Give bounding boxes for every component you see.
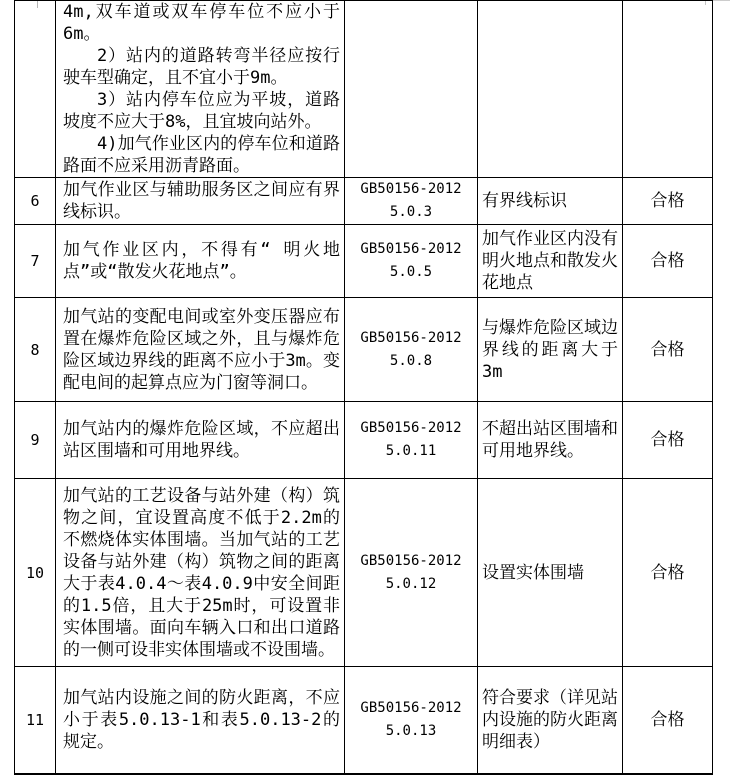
table-row (15, 479, 713, 667)
finding-cell: 有界线标识 (478, 178, 623, 225)
result-cell: 合格 (623, 298, 713, 402)
result-cell: 合格 (623, 479, 713, 667)
finding-cell: 与爆炸危险区域边界线的距离大于 3m (478, 298, 623, 402)
standard-cell (345, 225, 478, 298)
standard-cell (345, 402, 478, 479)
requirement-cell: 加气站的工艺设备与站外建（构）筑物之间，宜设置高度不低于2.2m的不燃烧体实体围墙。当加气站的工艺设备与站外建（构）筑物之间的距离大于表4.0.4～表4.0.9中安全间距的1.5倍，且大于25m时，可设置非实体围墙。面向车辆入口和出口道路的一侧可设非实体围墙或不设围墙。 (56, 479, 345, 667)
table-row (15, 178, 713, 225)
screenshot-artifact-line (712, 0, 730, 1)
table-row (15, 225, 713, 298)
requirement-cell: 加气站内的爆炸危险区域，不应超出站区围墙和可用地界线。 (56, 402, 345, 479)
requirement-cell: 加气站的变配电间或室外变压器应布置在爆炸危险区域之外，且与爆炸危险区域边界线的距离不应小于3m。变配电间的起算点应为门窗等洞口。 (56, 298, 345, 402)
requirement-paragraph: 4m,双车道或双车停车位不应小于6m。 (63, 2, 340, 44)
standard-cell (345, 178, 478, 225)
row-number-cell: 11 (15, 667, 56, 774)
row-number-cell: 10 (15, 479, 56, 667)
requirement-paragraph: 3）站内停车位应为平坡，道路坡度不应大于8%，且宜坡向站外。 (63, 90, 340, 132)
standard-section: 5.0.8 (389, 352, 433, 369)
standard-code: GB50156-2012 (360, 699, 462, 716)
requirement-cell: 加气作业区与辅助服务区之间应有界线标识。 (56, 178, 345, 225)
standard-cell (345, 667, 478, 774)
table-row (15, 298, 713, 402)
inspection-checklist-table (14, 0, 713, 775)
standard-section: 5.0.3 (389, 204, 433, 220)
result-cell: 合格 (623, 178, 713, 225)
result-cell: 合格 (623, 667, 713, 774)
finding-cell: 不超出站区围墙和可用地界线。 (478, 402, 623, 479)
finding-cell: 设置实体围墙 (478, 479, 623, 667)
standard-code: GB50156-2012 (360, 329, 462, 346)
standard-cell (345, 479, 478, 667)
requirement-paragraph: 4)加气作业区内的停车位和道路路面不应采用沥青路面。 (63, 134, 340, 176)
requirement-cell: 加气站内设施之间的防火距离，不应小于表5.0.13-1和表5.0.13-2的规定。 (56, 667, 345, 774)
requirement-cell (56, 1, 345, 178)
standard-code: GB50156-2012 (360, 241, 462, 257)
standard-code: GB50156-2012 (360, 420, 462, 436)
standard-cell (345, 1, 478, 178)
row-number-cell: 9 (15, 402, 56, 479)
finding-cell: 加气作业区内没有明火地点和散发火花地点 (478, 225, 623, 298)
finding-cell (478, 1, 623, 178)
result-cell: 合格 (623, 402, 713, 479)
row-number-cell: 6 (15, 178, 56, 225)
standard-section: 5.0.11 (385, 443, 437, 459)
standard-code: GB50156-2012 (360, 181, 462, 197)
finding-cell: 符合要求（详见站内设施的防火距离明细表） (478, 667, 623, 774)
requirement-paragraph: 2）站内的道路转弯半径应按行驶车型确定，且不宜小于9m。 (63, 46, 340, 88)
result-cell: 合格 (623, 225, 713, 298)
table-row (15, 402, 713, 479)
table-row-continuation (15, 1, 713, 178)
standard-section: 5.0.13 (385, 722, 437, 739)
row-number-cell: 7 (15, 225, 56, 298)
row-number-cell (15, 1, 56, 178)
row-number-cell: 8 (15, 298, 56, 402)
requirement-cell: 加气作业区内，不得有“ 明火地点”或“散发火花地点”。 (56, 225, 345, 298)
standard-cell (345, 298, 478, 402)
standard-section: 5.0.5 (389, 264, 433, 280)
standard-code: GB50156-2012 (360, 552, 462, 569)
table-row (15, 667, 713, 774)
standard-section: 5.0.12 (385, 575, 437, 592)
result-cell (623, 1, 713, 178)
